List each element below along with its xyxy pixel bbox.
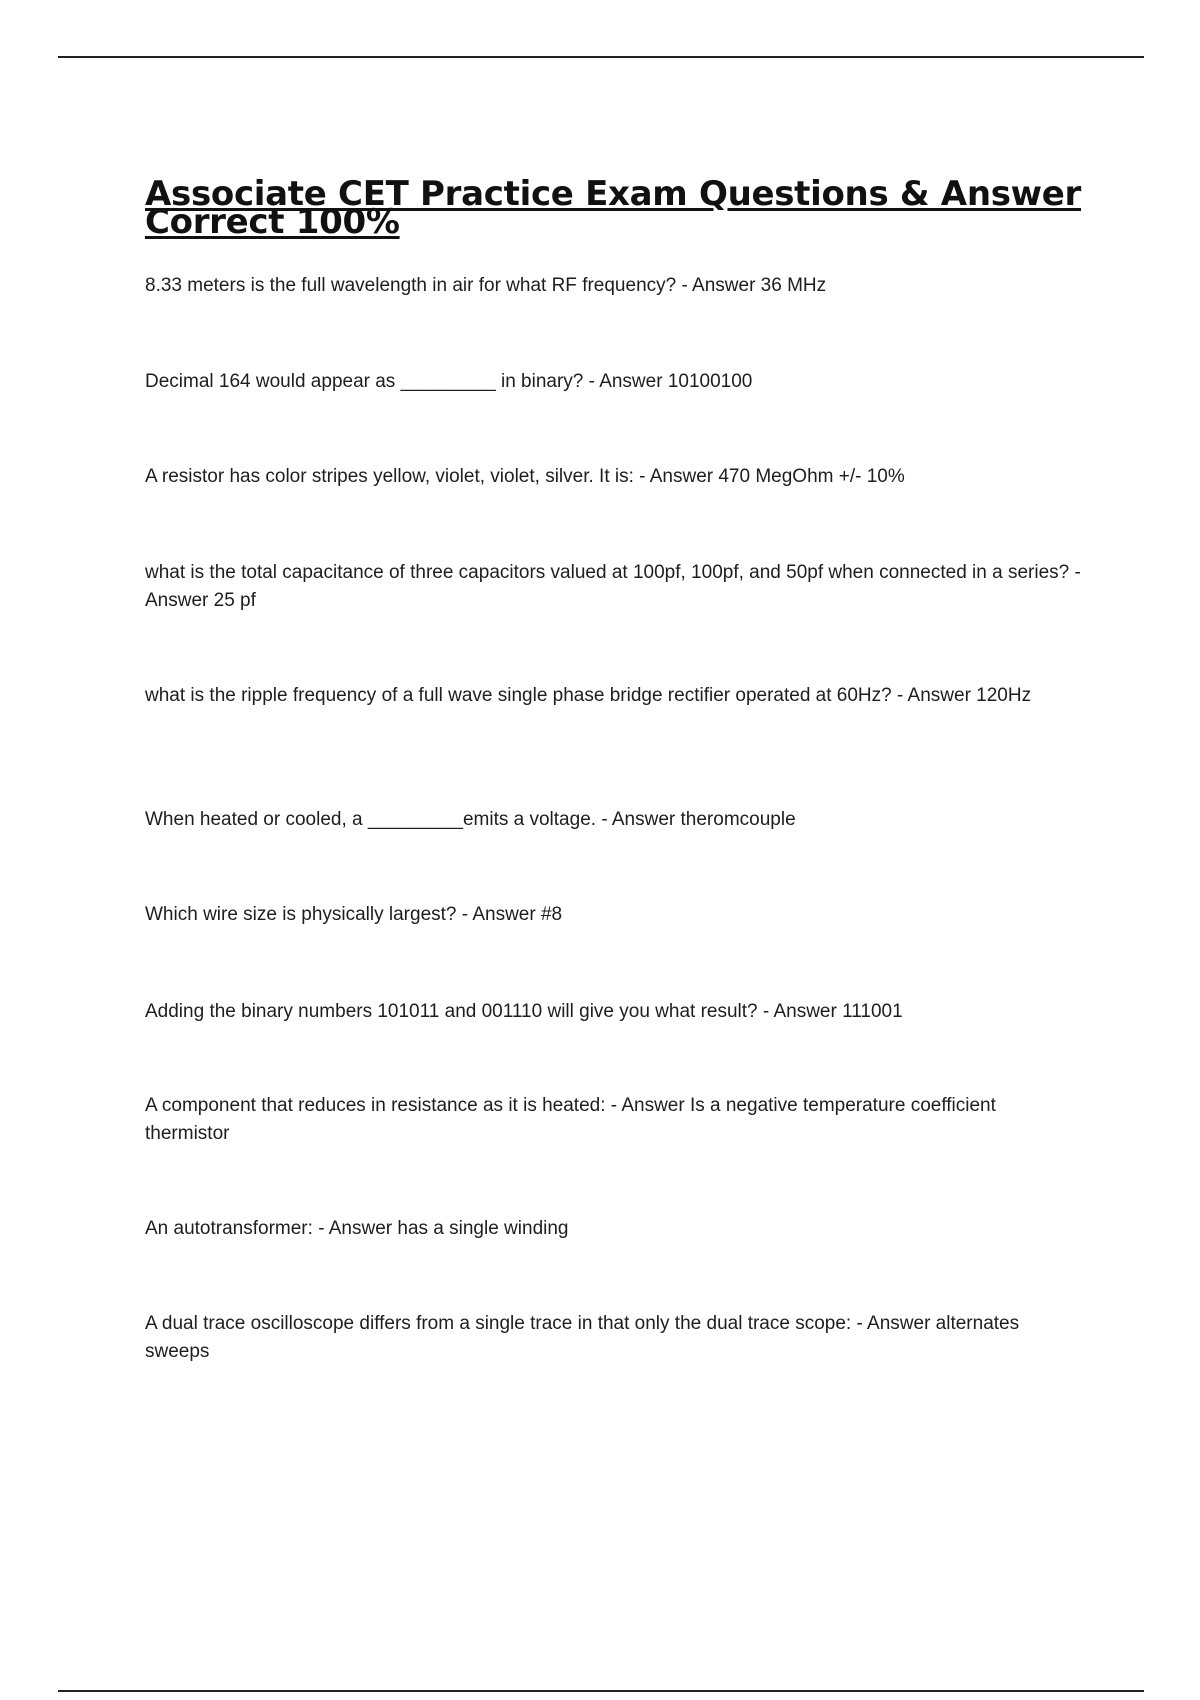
question-item: Which wire size is physically largest? - Answer #8 [145, 904, 563, 925]
question-item: 8.33 meters is the full wavelength in air for what RF frequency? - Answer 36 MHz [145, 275, 827, 296]
question-item: A resistor has color stripes yellow, violet, violet, silver. It is: - Answer 470 MegOhm +/- 10% [145, 466, 905, 487]
question-item: what is the total capacitance of three capacitors valued at 100pf, 100pf, and 50pf when connected in a series? - Answer 25 pf [145, 562, 1081, 611]
question-item: A component that reduces in resistance as it is heated: - Answer Is a negative temperature coefficient thermistor [145, 1095, 996, 1144]
question-item: A dual trace oscilloscope differs from a single trace in that only the dual trace scope: - Answer alternates sweeps [145, 1313, 1020, 1362]
question-item: An autotransformer: - Answer has a single winding [145, 1218, 569, 1239]
question-item: When heated or cooled, a _________emits a voltage. - Answer theromcouple [145, 809, 796, 830]
question-item: what is the ripple frequency of a full wave single phase bridge rectifier operated at 60Hz? - Answer 120Hz [145, 685, 1032, 706]
document-title: Associate CET Practice Exam Questions & Answer Correct 100% [145, 174, 1081, 242]
bottom-divider [58, 1690, 1144, 1692]
document-body [145, 174, 1085, 1362]
question-item: Adding the binary numbers 101011 and 001110 will give you what result? - Answer 111001 [145, 1001, 903, 1022]
top-divider [58, 56, 1144, 58]
question-item: Decimal 164 would appear as _________ in binary? - Answer 10100100 [145, 371, 753, 392]
